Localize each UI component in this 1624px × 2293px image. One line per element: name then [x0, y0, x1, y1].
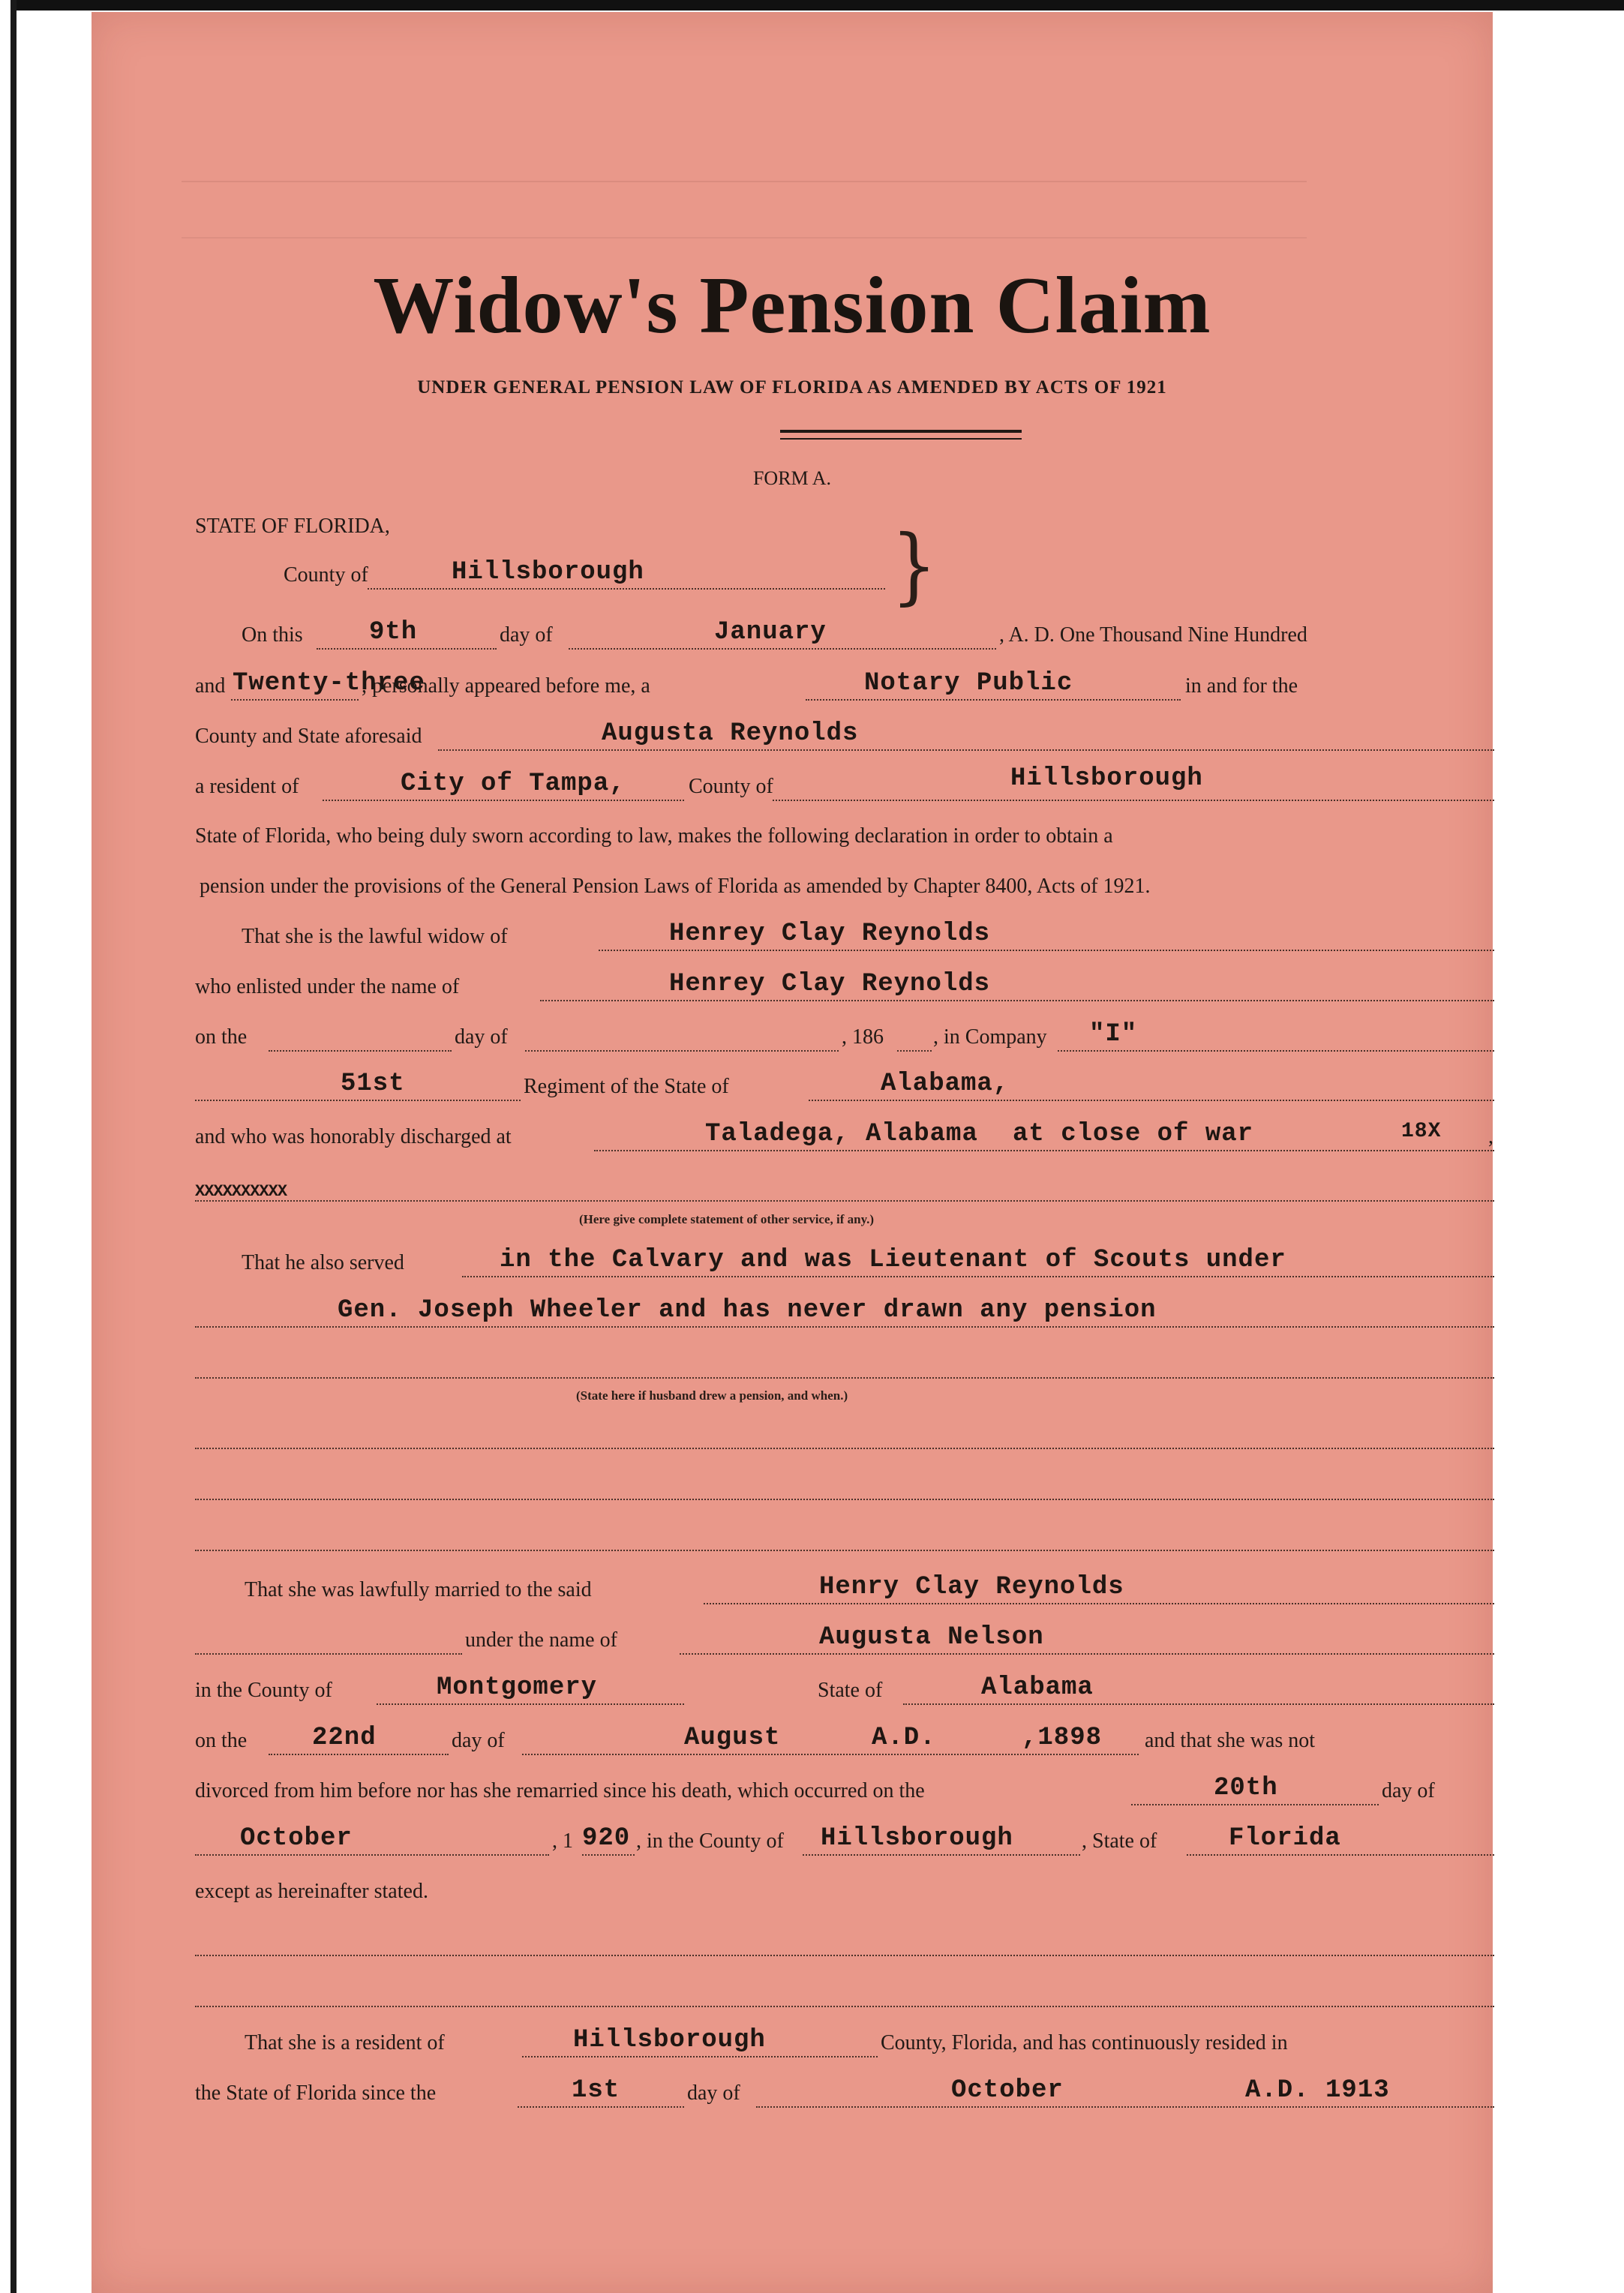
company-value: "I": [1089, 1020, 1138, 1049]
ad-label: , A. D. One Thousand Nine Hundred: [999, 623, 1307, 647]
except-text: except as hereinafter stated.: [195, 1880, 428, 1903]
residence-value: City of Tampa,: [401, 770, 626, 798]
other-service-line: [195, 1200, 1494, 1202]
death-day-value: 20th: [1214, 1774, 1278, 1802]
year-prefix: , 1: [552, 1829, 573, 1853]
husband-value: Henrey Clay Reynolds: [669, 920, 991, 948]
married-value: Henry Clay Reynolds: [819, 1573, 1124, 1601]
death-month-value: October: [240, 1824, 353, 1853]
discharge-line: [594, 1150, 1494, 1151]
blank-line: [195, 1448, 1494, 1449]
discharge-when-value: at close of war: [1013, 1120, 1254, 1148]
day-of-label: day of: [687, 2081, 740, 2105]
year-line: [231, 699, 359, 701]
month-value: January: [714, 618, 827, 647]
day-of-label: day of: [452, 1729, 505, 1752]
also-served-line-2: [195, 1326, 1494, 1328]
enlist-day-line: [269, 1050, 452, 1052]
title-rule: [780, 438, 1022, 440]
regiment-label: Regiment of the State of: [524, 1075, 729, 1098]
discharged-label: and who was honorably discharged at: [195, 1125, 512, 1148]
other-service-note: (Here give complete statement of other service, if any.): [579, 1212, 875, 1226]
title-rule: [780, 430, 1022, 433]
provisions-text: pension under the provisions of the General Pension Laws of Florida as amended by Chapter 8400, Acts of 1921.: [200, 875, 1151, 898]
regiment-value: 51st: [341, 1070, 405, 1098]
marriage-county-line: [377, 1703, 684, 1705]
death-year-value: 920: [582, 1824, 631, 1853]
on-this-label: On this: [242, 623, 303, 647]
day-of-label: day of: [455, 1025, 508, 1049]
resident-label: a resident of: [195, 775, 299, 798]
on-the-label: on the: [195, 1025, 248, 1049]
scan-frame-left: [11, 0, 17, 2293]
maiden-value: Augusta Nelson: [819, 1623, 1044, 1652]
bleed-through: [182, 237, 1307, 254]
death-county-value: Hillsborough: [821, 1824, 1013, 1853]
not-divorced-label: and that she was not: [1145, 1729, 1316, 1752]
county-label: in the County of: [195, 1679, 332, 1702]
marriage-day-value: 22nd: [312, 1724, 377, 1752]
state-heading: STATE OF FLORIDA,: [195, 515, 390, 538]
official-value: Notary Public: [864, 669, 1073, 698]
day-of-label: day of: [1382, 1779, 1435, 1802]
county-brace: }: [891, 517, 938, 614]
enlist-year-line: [897, 1050, 932, 1052]
pension-note: (State here if husband drew a pension, and when.): [576, 1388, 848, 1403]
residence-county-value: Hillsborough: [1010, 764, 1203, 793]
resident-of-label: That she is a resident of: [245, 2031, 445, 2054]
on-the-label: on the: [195, 1729, 248, 1752]
struck-text: XXXXXXXXXX: [195, 1182, 287, 1201]
in-and-for-label: in and for the: [1185, 674, 1298, 698]
resided-day-line: [518, 2106, 684, 2108]
blank-line: [195, 1550, 1494, 1551]
blank-line: [195, 1377, 1494, 1379]
death-month-line: [195, 1854, 549, 1856]
company-line: [1058, 1050, 1494, 1052]
scan-frame-top: [11, 0, 1624, 11]
regiment-line: [195, 1100, 521, 1101]
under-name-label: under the name of: [465, 1628, 617, 1652]
form-paper: [92, 12, 1493, 2293]
marriage-month-line: [522, 1754, 1139, 1755]
enlisted-value: Henrey Clay Reynolds: [669, 970, 991, 998]
remarried-text: divorced from him before nor has she remarried since his death, which occurred on the: [195, 1779, 925, 1802]
resided-month-value: October: [951, 2076, 1064, 2105]
resided-day-value: 1st: [572, 2076, 620, 2105]
day-line: [317, 648, 497, 650]
married-blank-line: [195, 1653, 462, 1655]
death-day-line: [1131, 1804, 1379, 1805]
enlisted-line: [540, 1000, 1494, 1001]
county-label: County of: [284, 563, 368, 587]
blank-line: [195, 1499, 1494, 1500]
resident-county-line: [522, 2056, 878, 2057]
marriage-year-value: ,1898: [1022, 1724, 1103, 1752]
marriage-ad-value: A.D.: [872, 1724, 936, 1752]
form-label: FORM A.: [752, 467, 832, 489]
state-label: State of: [818, 1679, 883, 1702]
also-served-value-2: Gen. Joseph Wheeler and has never drawn any pension: [338, 1296, 1157, 1325]
residence-line: [323, 800, 684, 801]
declaration-text: State of Florida, who being duly sworn according to law, makes the following declaration in order to obtain a: [195, 824, 1113, 848]
day-of-label: day of: [500, 623, 553, 647]
marriage-county-value: Montgomery: [437, 1673, 598, 1702]
form-title: Widow's Pension Claim: [373, 261, 1211, 350]
enlisted-label: who enlisted under the name of: [195, 975, 460, 998]
county-value: Hillsborough: [452, 558, 644, 587]
death-state-line: [1187, 1854, 1494, 1856]
residence-county-line: [773, 800, 1494, 801]
death-year-line: [582, 1854, 635, 1856]
death-county-line: [803, 1854, 1080, 1856]
year-186-label: , 186: [842, 1025, 884, 1049]
discharge-place-value: Taladega, Alabama: [705, 1120, 978, 1148]
day-value: 9th: [369, 618, 418, 647]
blank-line: [195, 1955, 1494, 1956]
company-label: , in Company: [933, 1025, 1047, 1049]
since-label: the State of Florida since the: [195, 2081, 437, 2105]
also-served-label: That he also served: [242, 1251, 404, 1274]
state-label: , State of: [1082, 1829, 1157, 1853]
widow-label: That she is the lawful widow of: [242, 925, 508, 948]
comma: ,: [1488, 1125, 1493, 1148]
bleed-through: [182, 181, 1307, 197]
resided-month-line: [756, 2106, 1494, 2108]
marriage-state-value: Alabama: [981, 1673, 1094, 1702]
aforesaid-label: County and State aforesaid: [195, 725, 422, 748]
form-subtitle: UNDER GENERAL PENSION LAW OF FLORIDA AS AMENDED BY ACTS OF 1921: [417, 377, 1167, 398]
and-label: and: [195, 674, 226, 698]
husband-line: [599, 950, 1494, 951]
struck-text: 18X: [1401, 1120, 1442, 1143]
marriage-state-line: [903, 1703, 1494, 1705]
resided-year-value: A.D. 1913: [1245, 2076, 1390, 2105]
resident-county-value: Hillsborough: [573, 2026, 766, 2054]
official-line: [806, 699, 1181, 701]
county-florida-text: County, Florida, and has continuously resided in: [881, 2031, 1288, 2054]
appeared-label: , personally appeared before me, a: [362, 674, 650, 698]
also-served-value: in the Calvary and was Lieutenant of Scouts under: [500, 1246, 1286, 1274]
married-label: That she was lawfully married to the said: [245, 1578, 592, 1601]
regiment-state-value: Alabama,: [881, 1070, 1010, 1098]
claimant-line: [438, 749, 1494, 751]
married-line: [704, 1603, 1494, 1604]
death-state-value: Florida: [1229, 1824, 1341, 1853]
regiment-state-line: [809, 1100, 1494, 1101]
county-line: [368, 588, 885, 590]
marriage-month-value: August: [684, 1724, 781, 1752]
county-label: , in the County of: [636, 1829, 784, 1853]
blank-line: [195, 2006, 1494, 2007]
also-served-line: [462, 1276, 1494, 1277]
claimant-value: Augusta Reynolds: [602, 719, 859, 748]
maiden-line: [680, 1653, 1494, 1655]
month-line: [569, 648, 996, 650]
enlist-month-line: [525, 1050, 839, 1052]
county-of-label: County of: [689, 775, 773, 798]
marriage-day-line: [269, 1754, 449, 1755]
year-words-value: Twenty-three: [233, 669, 425, 698]
